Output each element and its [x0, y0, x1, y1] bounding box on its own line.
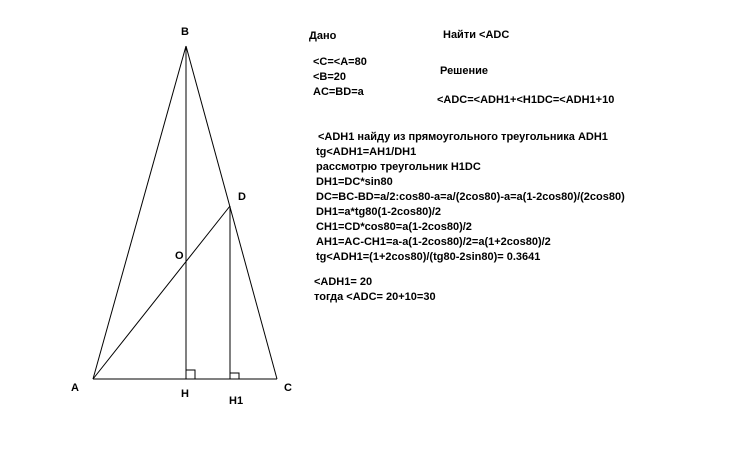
solution-step-4: DH1=DC*sin80 [316, 176, 393, 188]
side-bc [186, 46, 277, 379]
right-angle-mark-h1 [230, 373, 239, 379]
solution-step-8: AH1=AC-CH1=a-a(1-2cos80)/2=a(1+2cos80)/2 [316, 236, 551, 248]
point-label-h1: H1 [229, 395, 244, 407]
result-line-1: <ADH1= 20 [314, 276, 373, 288]
solution-step-2: tg<ADH1=AH1/DH1 [316, 146, 417, 158]
given-title: Дано [309, 30, 337, 42]
find-title: Найти <ADC [443, 29, 510, 41]
point-label-b: B [181, 26, 189, 38]
point-label-a: A [71, 382, 79, 394]
solution-step-9: tg<ADH1=(1+2cos80)/(tg80-2sin80)= 0.3641 [316, 251, 541, 263]
solution-step-7: CH1=CD*cos80=a(1-2cos80)/2 [316, 221, 472, 233]
given-line-1: <C=<A=80 [313, 56, 367, 68]
segment-ad [93, 206, 230, 379]
right-angle-mark-h [186, 370, 195, 379]
given-line-3: AC=BD=a [313, 86, 364, 98]
solution-step-3: рассмотрю треугольник H1DC [316, 161, 481, 173]
point-label-o: O [175, 250, 184, 262]
point-label-c: C [284, 382, 292, 394]
solution-step-6: DH1=a*tg80(1-2cos80)/2 [316, 206, 442, 218]
point-label-d: D [238, 191, 246, 203]
point-label-h: H [181, 388, 189, 400]
result-line-2: тогда <ADC= 20+10=30 [314, 291, 436, 303]
solution-step-5: DC=BC-BD=a/2:cos80-a=a/(2cos80)-a=a(1-2cos80)/(2cos80) [316, 191, 625, 203]
solution-title: Решение [440, 65, 488, 77]
side-ab [93, 46, 186, 379]
solution-first-line: <ADC=<ADH1+<H1DC=<ADH1+10 [437, 94, 615, 106]
solution-step-1: <ADH1 найду из прямоугольного треугольника ADH1 [318, 131, 608, 143]
given-line-2: <B=20 [313, 71, 347, 83]
